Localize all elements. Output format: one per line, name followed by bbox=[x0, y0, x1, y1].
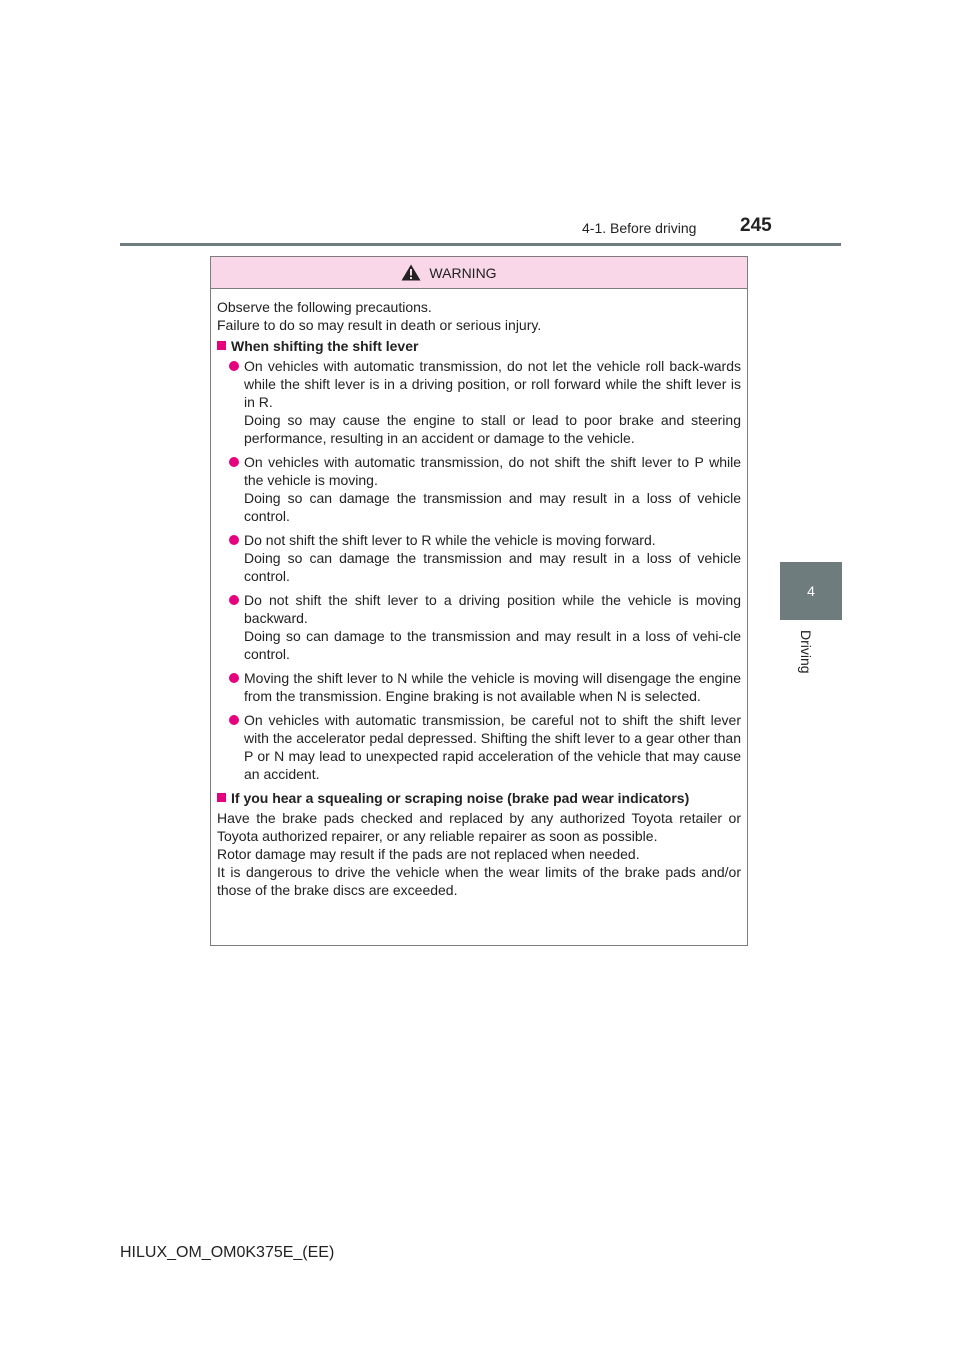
paragraph bbox=[217, 863, 741, 899]
chapter-number: 4 bbox=[807, 583, 815, 599]
page-number: 245 bbox=[740, 215, 772, 236]
intro-line: Failure to do so may result in death or serious injury. bbox=[217, 317, 542, 333]
subheading-brake-pad bbox=[217, 789, 741, 807]
list-item bbox=[229, 591, 741, 663]
square-bullet-icon bbox=[217, 793, 226, 802]
subheading-text: When shifting the shift lever bbox=[231, 338, 419, 354]
chapter-tab bbox=[780, 562, 842, 620]
bullet-follow: Doing so can damage the transmission and may result in a loss of vehicle control. bbox=[244, 550, 741, 584]
bullet-lead: On vehicles with automatic transmission, be careful not to shift the shift lever with the accelerator pedal depressed. Shifting the shift lever to a gear other than P or N may lead to unexpected rapid acceleration of the vehicle that may cause an accident. bbox=[244, 712, 741, 782]
paragraph-follow: Rotor damage may result if the pads are not replaced when needed. bbox=[217, 846, 640, 862]
bullet-lead: Moving the shift lever to N while the vehicle is moving will disengage the engine from the transmission. Engine braking is not available when N is selected. bbox=[244, 670, 741, 704]
bullet-follow: Doing so can damage the transmission and may result in a loss of vehicle control. bbox=[244, 490, 741, 524]
document-code: HILUX_OM_OM0K375E_(EE) bbox=[120, 1244, 335, 1261]
paragraph-lead: Have the brake pads checked and replaced by any authorized Toyota retailer or Toyota authorized repairer, or any reliable repairer as soon as possible. bbox=[217, 810, 741, 844]
warning-box bbox=[210, 256, 748, 946]
paragraph bbox=[217, 809, 741, 863]
round-bullet-icon bbox=[229, 715, 239, 725]
section-title: 4-1. Before driving bbox=[582, 220, 697, 236]
round-bullet-icon bbox=[229, 673, 239, 683]
bullet-lead: On vehicles with automatic transmission, do not let the vehicle roll back-wards while the shift lever is in a driving position, or roll forward while the shift lever is in R. bbox=[244, 358, 741, 410]
warning-triangle-icon bbox=[401, 264, 421, 281]
paragraph-lead: It is dangerous to drive the vehicle when the wear limits of the brake pads and/or those of the brake discs are exceeded. bbox=[217, 864, 741, 898]
warning-title: WARNING bbox=[429, 264, 497, 281]
header-rule bbox=[120, 243, 841, 246]
bullet-lead: Do not shift the shift lever to R while the vehicle is moving forward. bbox=[244, 532, 656, 548]
warning-intro bbox=[217, 298, 741, 334]
list-item bbox=[229, 453, 741, 525]
round-bullet-icon bbox=[229, 595, 239, 605]
list-item bbox=[229, 357, 741, 447]
bullet-follow: Doing so may cause the engine to stall or lead to poor brake and steering performance, resulting in an accident or damage to the vehicle. bbox=[244, 412, 741, 446]
bullet-follow: Doing so can damage to the transmission and may result in a loss of vehi-cle control. bbox=[244, 628, 741, 662]
warning-header bbox=[211, 257, 747, 289]
round-bullet-icon bbox=[229, 457, 239, 467]
round-bullet-icon bbox=[229, 361, 239, 371]
round-bullet-icon bbox=[229, 535, 239, 545]
list-item bbox=[229, 711, 741, 783]
square-bullet-icon bbox=[217, 341, 226, 350]
chapter-label: Driving bbox=[798, 630, 814, 674]
bullet-lead: Do not shift the shift lever to a driving position while the vehicle is moving backward. bbox=[244, 592, 741, 626]
bullet-lead: On vehicles with automatic transmission, do not shift the shift lever to P while the vehicle is moving. bbox=[244, 454, 741, 488]
list-item bbox=[229, 669, 741, 705]
subheading-text: If you hear a squealing or scraping noise (brake pad wear indicators) bbox=[231, 790, 690, 806]
warning-body bbox=[211, 289, 747, 899]
subheading-shift-lever bbox=[217, 337, 741, 355]
list-item bbox=[229, 531, 741, 585]
intro-line: Observe the following precautions. bbox=[217, 299, 432, 315]
